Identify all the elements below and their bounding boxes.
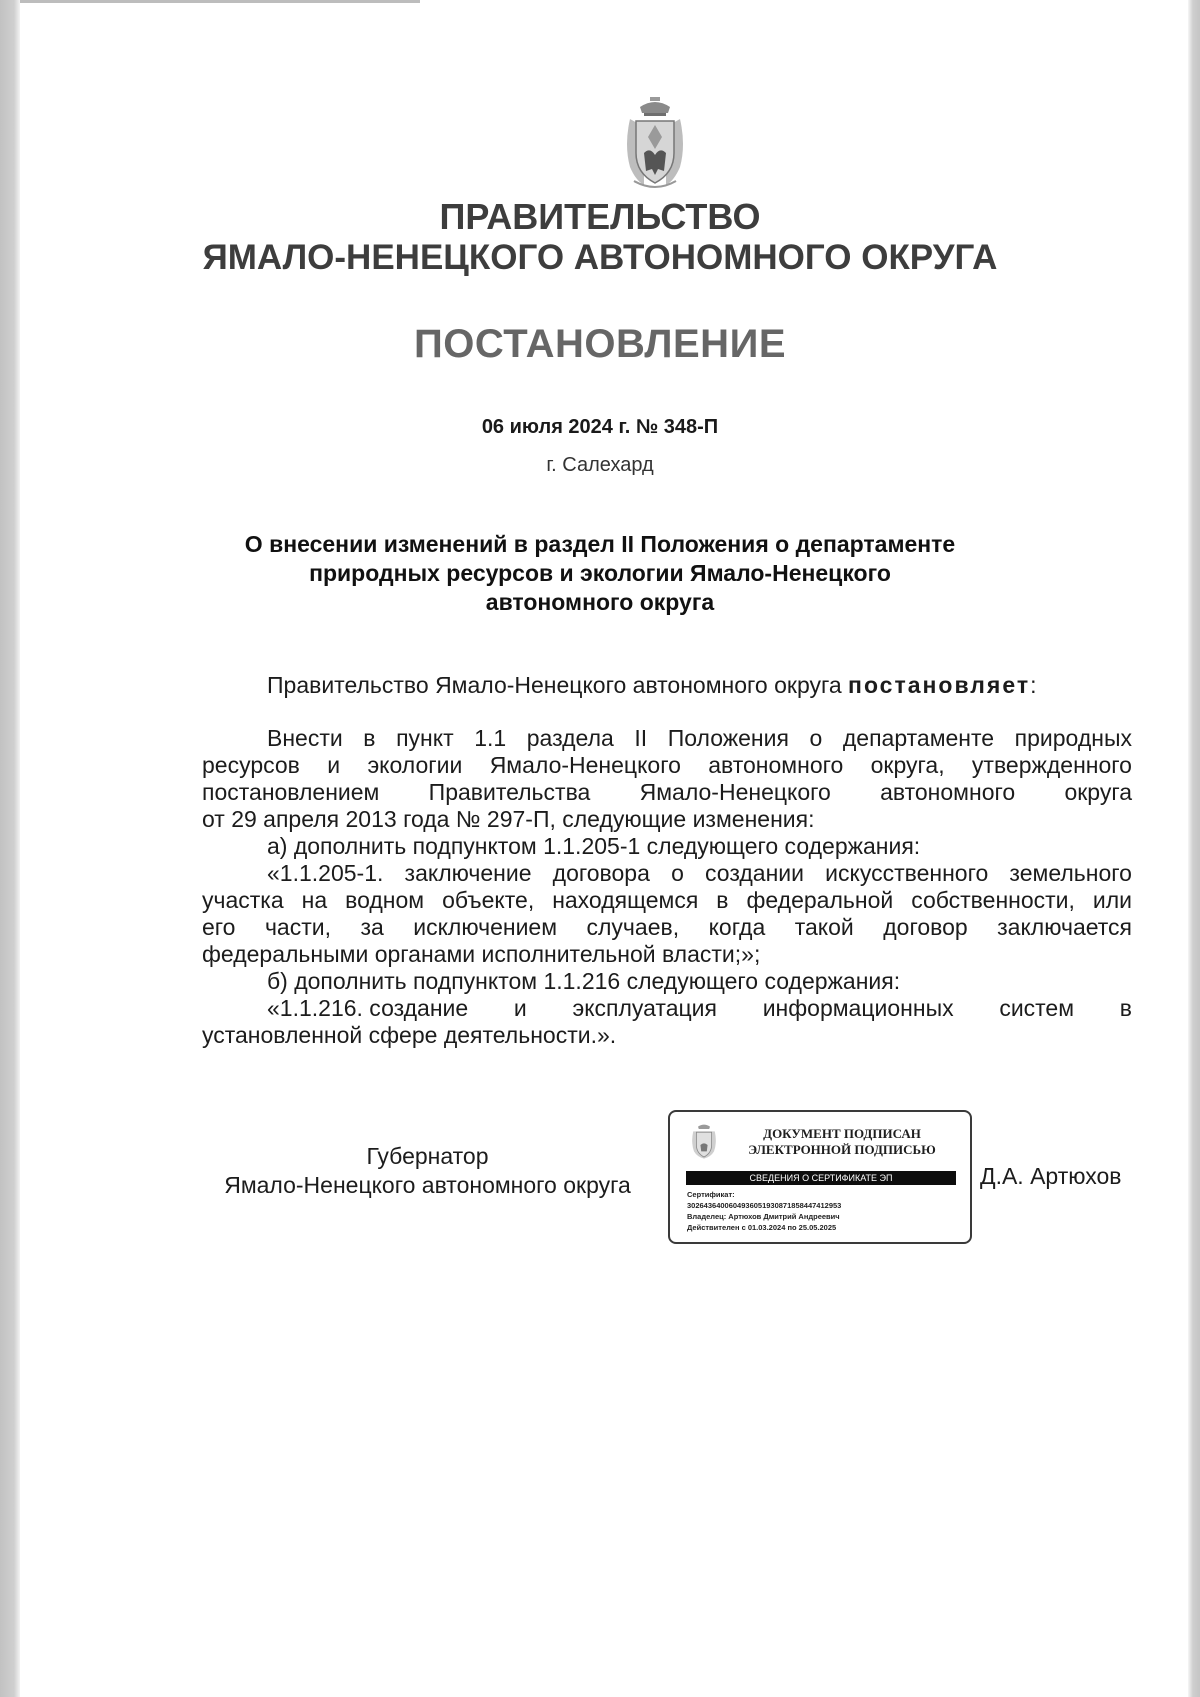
decree-suffix: :: [1030, 672, 1037, 698]
government-subtitle: ЯМАЛО-НЕНЕЦКОГО АВТОНОМНОГО ОКРУГА: [202, 238, 998, 277]
word: экологии: [367, 752, 463, 778]
word: Положения: [667, 725, 789, 751]
word: за: [360, 914, 384, 940]
stamp-cert-label: Сертификат:: [687, 1190, 735, 1199]
subject-line: автономного округа: [485, 589, 715, 615]
body-line: [202, 725, 1132, 752]
body-line: [202, 887, 1132, 914]
word: части,: [264, 914, 331, 940]
word: систем: [999, 995, 1075, 1021]
document-city: г. Салехард: [546, 454, 654, 476]
word: «1.1.216. создание: [267, 995, 469, 1021]
word: автономного: [880, 779, 1016, 805]
word: на: [301, 887, 328, 913]
government-title: ПРАВИТЕЛЬСТВО: [439, 196, 761, 237]
word: заключение: [404, 860, 532, 886]
word: исключением: [413, 914, 558, 940]
word: такой: [794, 914, 854, 940]
word: раздела: [526, 725, 614, 751]
word: его: [202, 914, 236, 940]
stamp-cert-id: 3026436400604936051930871858447412953: [687, 1201, 842, 1210]
body-line: от 29 апреля 2013 года № 297-П, следующие изменения:: [202, 806, 815, 832]
word: Правительства: [428, 779, 591, 805]
word: департаменте: [842, 725, 995, 751]
word: Внести: [267, 725, 343, 751]
word: 1.1: [474, 725, 507, 751]
body-line: [202, 995, 1132, 1022]
body-line: [202, 779, 1132, 806]
subject-line: природных ресурсов и экологии Ямало-Ненецкого: [309, 560, 891, 586]
word: ресурсов: [202, 752, 300, 778]
word: или: [1092, 887, 1132, 913]
signer-position-line: Губернатор: [366, 1143, 489, 1169]
signer-position-line: Ямало-Ненецкого автономного округа: [224, 1172, 631, 1198]
word: и: [513, 995, 527, 1021]
word: собственности,: [911, 887, 1075, 913]
body-line: установленной сфере деятельности.».: [202, 1022, 617, 1048]
word: округа: [1064, 779, 1132, 805]
body-line: [202, 752, 1132, 779]
word: пункт: [396, 725, 454, 751]
stamp-owner: Владелец: Артюхов Дмитрий Андреевич: [687, 1212, 840, 1221]
stamp-heading: [722, 1126, 962, 1158]
body-line: [202, 860, 1132, 887]
decree-keyword: постановляет: [848, 672, 1031, 698]
word: Ямало-Ненецкого: [489, 752, 681, 778]
stamp-certificate-info: [687, 1189, 962, 1233]
word: округа,: [870, 752, 945, 778]
word: Ямало-Ненецкого: [639, 779, 831, 805]
document-number: 06 июля 2024 г. № 348-П: [481, 416, 719, 438]
subject-line: О внесении изменений в раздел II Положения о департаменте: [244, 531, 956, 557]
word: о: [809, 725, 823, 751]
word: договор: [883, 914, 968, 940]
word: в: [363, 725, 376, 751]
word: «1.1.205-1.: [267, 860, 384, 886]
coat-of-arms-icon: [620, 97, 690, 189]
word: участка: [202, 887, 284, 913]
word: находящемся: [552, 887, 699, 913]
word: случаев,: [586, 914, 680, 940]
word: утвержденного: [971, 752, 1132, 778]
body-line: а) дополнить подпунктом 1.1.205-1 следующего содержания:: [267, 833, 921, 859]
document-body: [202, 725, 1132, 1049]
word: искусственного: [825, 860, 989, 886]
word: природных: [1014, 725, 1132, 751]
document-type: ПОСТАНОВЛЕНИЕ: [413, 322, 786, 366]
word: федеральной: [746, 887, 894, 913]
signer-name: Д.А. Артюхов: [980, 1163, 1122, 1189]
decree-line: [267, 672, 1036, 699]
stamp-heading-line: ЭЛЕКТРОННОЙ ПОДПИСЬЮ: [748, 1142, 936, 1157]
word: в: [716, 887, 729, 913]
word: информационных: [762, 995, 954, 1021]
decree-text: Правительство Ямало-Ненецкого автономного округа: [267, 672, 842, 698]
body-line: федеральными органами исполнительной власти;»;: [202, 941, 761, 967]
word: земельного: [1009, 860, 1132, 886]
stamp-validity: Действителен с 01.03.2024 по 25.05.2025: [687, 1223, 837, 1232]
word: договора: [552, 860, 650, 886]
word: водном: [345, 887, 425, 913]
word: создании: [705, 860, 804, 886]
word: автономного: [708, 752, 844, 778]
stamp-heading-line: ДОКУМЕНТ ПОДПИСАН: [763, 1126, 921, 1141]
word: заключается: [997, 914, 1132, 940]
word: в: [1119, 995, 1132, 1021]
coat-of-arms-icon: [690, 1122, 718, 1160]
word: II: [634, 725, 648, 751]
word: о: [671, 860, 684, 886]
stamp-certificate-bar: СВЕДЕНИЯ О СЕРТИФИКАТЕ ЭП: [686, 1171, 956, 1185]
word: постановлением: [202, 779, 380, 805]
body-line: [202, 914, 1132, 941]
signer-position: [200, 1142, 655, 1200]
body-line: б) дополнить подпунктом 1.1.216 следующего содержания:: [267, 968, 901, 994]
electronic-signature-stamp: [668, 1110, 972, 1244]
word: и: [327, 752, 341, 778]
document-subject: [0, 530, 1200, 617]
word: объекте,: [442, 887, 535, 913]
word: когда: [708, 914, 766, 940]
word: эксплуатация: [572, 995, 717, 1021]
scan-edge-top: [20, 0, 420, 3]
